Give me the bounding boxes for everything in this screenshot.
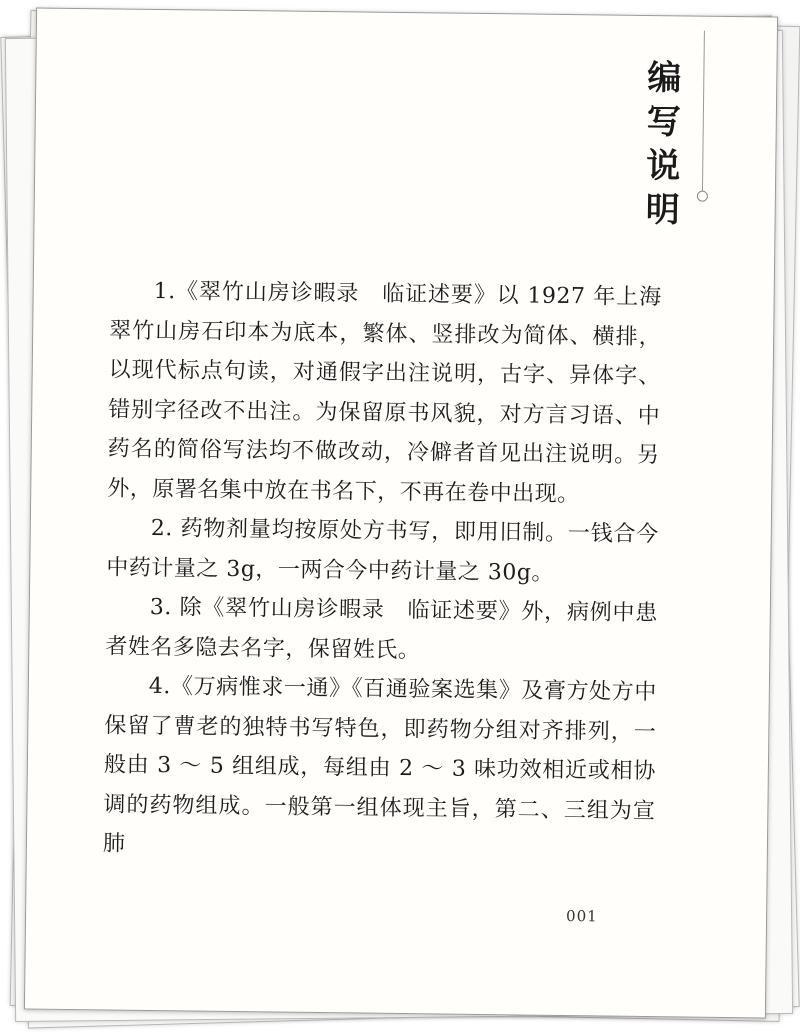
title-ornament-dot bbox=[697, 191, 708, 202]
paragraph-2: 2. 药物剂量均按原处方书写，即用旧制。一钱合今中药计量之 3g，一两合今中药计量之 30g。 bbox=[106, 515, 659, 586]
title-char: 明 bbox=[645, 189, 680, 231]
title-char: 编 bbox=[647, 57, 682, 99]
title-char: 说 bbox=[646, 145, 681, 187]
title-rule-line bbox=[702, 31, 705, 193]
body-text bbox=[103, 271, 662, 870]
book-page bbox=[24, 8, 778, 1019]
paragraph-1: 1.《翠竹山房诊暇录 临证述要》以 1927 年上海翠竹山房石印本为底本，繁体、竖排改为简体、横排，以现代标点句读，对通假字出注说明，古字、异体字、错别字径改不出注。为保留原书风貌，对方言习语、中药名的简俗写法均不做改动，冷僻者首见出注说明。另外，原署名集中放在书名下，不再在卷中出现。 bbox=[107, 278, 662, 507]
paragraph-3: 3. 除《翠竹山房诊暇录 临证述要》外，病例中患者姓名多隐去名字，保留姓氏。 bbox=[105, 594, 658, 663]
page-title bbox=[642, 56, 684, 232]
page-number: 001 bbox=[565, 907, 598, 926]
title-char: 写 bbox=[646, 101, 682, 143]
paragraph-4: 4.《万病惟求一通》《百通验案选集》及膏方处方中保留了曹老的独特书写特色，即药物分组对齐排列，一般由 3 ～ 5 组组成，每组由 2 ～ 3 味功效相近或相协调的药物组成。一般第一组体现主旨，第二、三组为宣肺 bbox=[102, 673, 657, 857]
